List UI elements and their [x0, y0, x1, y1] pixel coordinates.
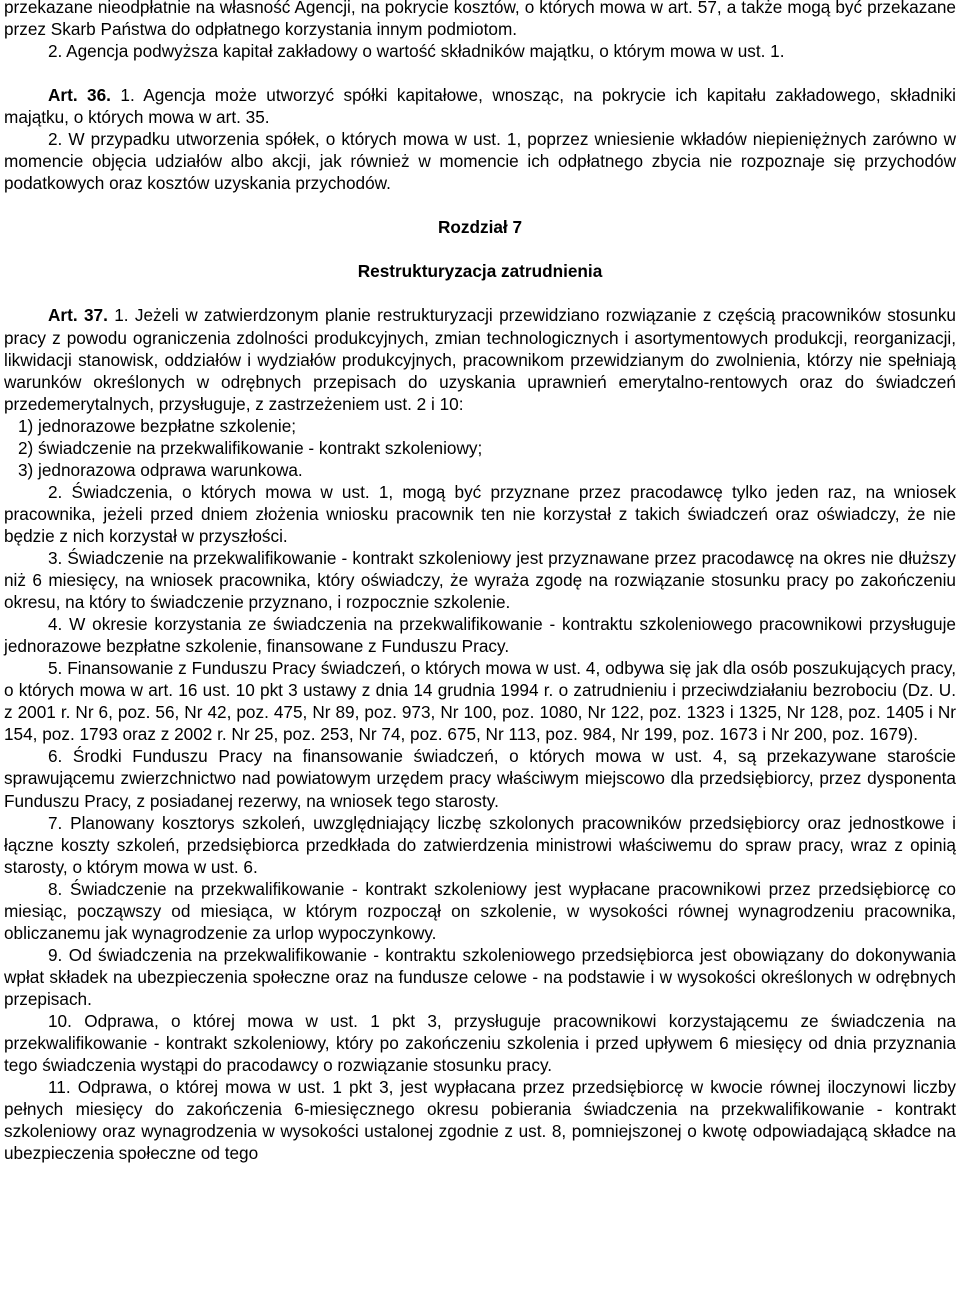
paragraph-art37-ust8: 8. Świadczenie na przekwalifikowanie - kontrakt szkoleniowy jest wypłacane pracownikowi przez przedsiębiorcę co miesiąc, począwszy od miesiąca, w którym rozpoczął on szkolenie, w wysokości równej wynagrodzeniu pracownika, obliczanemu jak wynagrodzenie za urlop wypoczynkowy.	[4, 878, 956, 943]
spacer	[4, 238, 956, 260]
spacer	[4, 194, 956, 216]
paragraph-art35-ust2: 2. Agencja podwyższa kapitał zakładowy o wartość składników majątku, o którym mowa w ust. 1.	[48, 41, 785, 62]
paragraph-art36-ust1	[4, 84, 956, 128]
art37-ust1-text: 1. Jeżeli w zatwierdzonym planie restrukturyzacji przewidziano rozwiązanie z częścią pracowników stosunku pracy z powodu ograniczenia zdolności produkcyjnych, zmian technologicznych i asortymentowych produkcji, reorganizacji, likwidacji stanowisk, oddziałów i wydziałów produkcyjnych, pracownikom przewidzianym do zwolnienia, którzy nie spełniają warunków określonych w odrębnych przepisach do uzyskania uprawnień emerytalno-rentowych oraz do świadczeń przedemerytalnych, przysługuje, z zastrzeżeniem ust. 2 i 10:	[4, 305, 956, 414]
paragraph-intro-continuation: przekazane nieodpłatnie na własność Agencji, na pokrycie kosztów, o których mowa w art. 57, a także mogą być przekazane przez Skarb Państwa do odpłatnego korzystania innym podmiotom.	[4, 0, 956, 40]
paragraph-art37-ust6: 6. Środki Funduszu Pracy na finansowanie świadczeń, o których mowa w ust. 4, są przekazywane staroście sprawującemu zwierzchnictwo nad powiatowym urzędem pracy właściwym miejscowo dla przedsiębiorcy, przez dysponenta Funduszu Pracy, z posiadanej rezerwy, na wniosek tego starosty.	[4, 746, 956, 811]
paragraph-art37-ust9: 9. Od świadczenia na przekwalifikowanie - kontraktu szkoleniowego przedsiębiorca jest obowiązany do dokonywania wpłat składek na ubezpieczenia społeczne oraz na fundusze celowe - na podstawie i w wysokości określonych w odrębnych przepisach.	[4, 944, 956, 1009]
paragraph-art37-ust1	[4, 304, 956, 414]
spacer	[4, 282, 956, 304]
paragraph-art37-ust3: 3. Świadczenie na przekwalifikowanie - kontrakt szkoleniowy jest przyznawane przez pracodawcę na okres nie dłuższy niż 6 miesięcy, na wniosek pracownika, który oświadczy, że wyraża zgodę na rozwiązanie stosunku pracy po zakończeniu okresu, na który to świadczenie przyznano, i rozpocznie szkolenie.	[4, 547, 956, 613]
list-item: 2) świadczenie na przekwalifikowanie - kontrakt szkoleniowy;	[18, 437, 483, 458]
paragraph-art37-ust11: 11. Odprawa, o której mowa w ust. 1 pkt 3, jest wypłacana przez przedsiębiorcę w kwocie równej iloczynowi liczby pełnych miesięcy do zakończenia 6-miesięcznego okresu pobierania świadczenia na przekwalifikowanie - kontrakt szkoleniowy oraz wynagrodzenia w wysokości ustalonej zgodnie z ust. 8, pomniejszonej o kwotę odpowiadającą składce na ubezpieczenia społeczne od tego	[4, 1077, 956, 1164]
article-label-36: Art. 36.	[48, 85, 111, 106]
paragraph-art37-ust10: 10. Odprawa, o której mowa w ust. 1 pkt 3, przysługuje pracownikowi korzystającemu ze świadczenia na przekwalifikowanie - kontrakt szkoleniowy, który po zakończeniu szkolenia i przed upływem 6 miesięcy od dnia przyznania tego świadczenia wystąpi do pracodawcy o rozwiązanie stosunku pracy.	[4, 1010, 956, 1076]
paragraph-art37-ust5: 5. Finansowanie z Funduszu Pracy świadczeń, o których mowa w ust. 4, odbywa się jak dla osób poszukujących pracy, o których mowa w art. 16 ust. 10 pkt 3 ustawy z dnia 14 grudnia 1994 r. o zatrudnieniu i przeciwdziałaniu bezrobociu (Dz. U. z 2001 r. Nr 6, poz. 56, Nr 42, poz. 475, Nr 89, poz. 973, Nr 100, poz. 1080, Nr 122, poz. 1323 i 1325, Nr 128, poz. 1405 i Nr 154, poz. 1793 oraz z 2002 r. Nr 25, poz. 253, Nr 74, poz. 675, Nr 113, poz. 984, Nr 199, poz. 1673 i Nr 200, poz. 1679).	[4, 658, 956, 745]
paragraph-art37-ust2: 2. Świadczenia, o których mowa w ust. 1, mogą być przyznane przez pracodawcę tylko jeden raz, na wniosek pracownika, jeżeli przed dniem złożenia wniosku pracownik ten nie korzystał z takich świadczeń oraz oświadczy, że nie będzie z nich korzystał w przyszłości.	[4, 481, 956, 546]
paragraph-art37-ust4: 4. W okresie korzystania ze świadczenia na przekwalifikowanie - kontraktu szkoleniowego pracownikowi przysługuje jednorazowe bezpłatne szkolenie, finansowane z Funduszu Pracy.	[4, 614, 956, 657]
chapter-title: Restrukturyzacja zatrudnienia	[357, 261, 603, 282]
list-item: 3) jednorazowa odprawa warunkowa.	[18, 459, 303, 480]
art36-ust1-text: 1. Agencja może utworzyć spółki kapitałowe, wnosząc, na pokrycie ich kapitału zakładowego, składniki majątku, o których mowa w art. 35.	[4, 85, 956, 128]
paragraph-art36-ust2: 2. W przypadku utworzenia spółek, o których mowa w ust. 1, poprzez wniesienie wkładów niepieniężnych zarówno w momencie objęcia udziałów albo akcji, jak również w momencie ich odpłatnego zbycia nie rozpoznaje się przychodów podatkowych oraz kosztów uzyskania przychodów.	[4, 129, 956, 194]
document-body	[4, 0, 956, 1164]
article-label-37: Art. 37.	[48, 305, 108, 326]
spacer	[4, 62, 956, 84]
paragraph-art37-ust7: 7. Planowany kosztorys szkoleń, uwzględniający liczbę szkolonych pracowników przedsiębiorcy oraz jednostkowe i łączne koszty szkoleń, przedsiębiorca przedkłada do zatwierdzenia ministrowi właściwemu do spraw pracy, wraz z opinią starosty, o którym mowa w ust. 6.	[4, 812, 956, 877]
list-item: 1) jednorazowe bezpłatne szkolenie;	[18, 415, 297, 436]
chapter-number: Rozdział 7	[437, 217, 523, 238]
